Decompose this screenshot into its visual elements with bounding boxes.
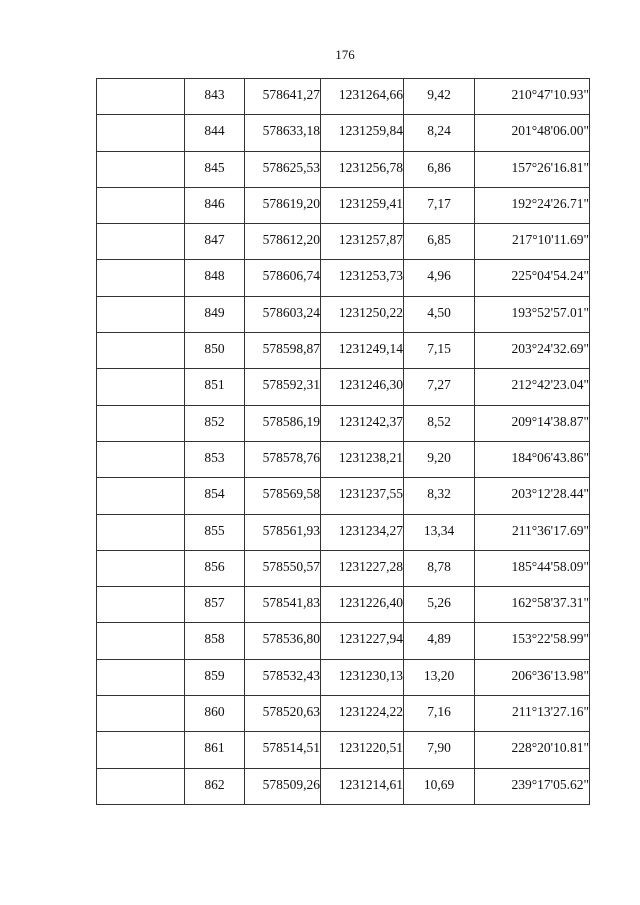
- x-coordinate-cell: 578532,43: [245, 659, 321, 695]
- blank-cell: [97, 369, 185, 405]
- y-coordinate-cell: 1231220,51: [321, 732, 404, 768]
- point-number-cell: 843: [185, 79, 245, 115]
- table-row: [97, 296, 590, 332]
- coordinates-table-body: [97, 79, 590, 805]
- direction-angle-cell: 206°36'13.98": [475, 659, 590, 695]
- y-coordinate-cell: 1231257,87: [321, 224, 404, 260]
- direction-angle-cell: 162°58'37.31": [475, 587, 590, 623]
- distance-cell: 8,52: [404, 405, 475, 441]
- x-coordinate-cell: 578569,58: [245, 478, 321, 514]
- y-coordinate-cell: 1231214,61: [321, 768, 404, 804]
- point-number-cell: 856: [185, 550, 245, 586]
- y-coordinate-cell: 1231230,13: [321, 659, 404, 695]
- blank-cell: [97, 659, 185, 695]
- x-coordinate-cell: 578612,20: [245, 224, 321, 260]
- distance-cell: 4,50: [404, 296, 475, 332]
- x-coordinate-cell: 578641,27: [245, 79, 321, 115]
- blank-cell: [97, 79, 185, 115]
- x-coordinate-cell: 578561,93: [245, 514, 321, 550]
- x-coordinate-cell: 578606,74: [245, 260, 321, 296]
- distance-cell: 5,26: [404, 587, 475, 623]
- x-coordinate-cell: 578509,26: [245, 768, 321, 804]
- distance-cell: 7,17: [404, 187, 475, 223]
- table-row: [97, 732, 590, 768]
- table-row: [97, 333, 590, 369]
- blank-cell: [97, 478, 185, 514]
- table-row: [97, 405, 590, 441]
- point-number-cell: 851: [185, 369, 245, 405]
- point-number-cell: 853: [185, 441, 245, 477]
- x-coordinate-cell: 578586,19: [245, 405, 321, 441]
- blank-cell: [97, 514, 185, 550]
- distance-cell: 4,89: [404, 623, 475, 659]
- distance-cell: 13,34: [404, 514, 475, 550]
- table-row: [97, 151, 590, 187]
- distance-cell: 13,20: [404, 659, 475, 695]
- x-coordinate-cell: 578625,53: [245, 151, 321, 187]
- x-coordinate-cell: 578550,57: [245, 550, 321, 586]
- direction-angle-cell: 203°24'32.69": [475, 333, 590, 369]
- table-row: [97, 587, 590, 623]
- blank-cell: [97, 260, 185, 296]
- y-coordinate-cell: 1231256,78: [321, 151, 404, 187]
- blank-cell: [97, 333, 185, 369]
- direction-angle-cell: 211°13'27.16": [475, 696, 590, 732]
- direction-angle-cell: 157°26'16.81": [475, 151, 590, 187]
- distance-cell: 8,24: [404, 115, 475, 151]
- table-row: [97, 696, 590, 732]
- blank-cell: [97, 405, 185, 441]
- y-coordinate-cell: 1231224,22: [321, 696, 404, 732]
- y-coordinate-cell: 1231227,94: [321, 623, 404, 659]
- blank-cell: [97, 296, 185, 332]
- x-coordinate-cell: 578578,76: [245, 441, 321, 477]
- point-number-cell: 861: [185, 732, 245, 768]
- table-row: [97, 79, 590, 115]
- y-coordinate-cell: 1231227,28: [321, 550, 404, 586]
- direction-angle-cell: 228°20'10.81": [475, 732, 590, 768]
- point-number-cell: 852: [185, 405, 245, 441]
- blank-cell: [97, 623, 185, 659]
- direction-angle-cell: 211°36'17.69": [475, 514, 590, 550]
- direction-angle-cell: 185°44'58.09": [475, 550, 590, 586]
- y-coordinate-cell: 1231264,66: [321, 79, 404, 115]
- blank-cell: [97, 187, 185, 223]
- y-coordinate-cell: 1231237,55: [321, 478, 404, 514]
- table-row: [97, 115, 590, 151]
- y-coordinate-cell: 1231226,40: [321, 587, 404, 623]
- blank-cell: [97, 768, 185, 804]
- table-row: [97, 768, 590, 804]
- point-number-cell: 846: [185, 187, 245, 223]
- point-number-cell: 859: [185, 659, 245, 695]
- x-coordinate-cell: 578598,87: [245, 333, 321, 369]
- direction-angle-cell: 184°06'43.86": [475, 441, 590, 477]
- x-coordinate-cell: 578633,18: [245, 115, 321, 151]
- y-coordinate-cell: 1231234,27: [321, 514, 404, 550]
- direction-angle-cell: 209°14'38.87": [475, 405, 590, 441]
- y-coordinate-cell: 1231253,73: [321, 260, 404, 296]
- point-number-cell: 844: [185, 115, 245, 151]
- distance-cell: 4,96: [404, 260, 475, 296]
- direction-angle-cell: 193°52'57.01": [475, 296, 590, 332]
- table-row: [97, 224, 590, 260]
- y-coordinate-cell: 1231249,14: [321, 333, 404, 369]
- y-coordinate-cell: 1231259,84: [321, 115, 404, 151]
- table-row: [97, 441, 590, 477]
- direction-angle-cell: 203°12'28.44": [475, 478, 590, 514]
- blank-cell: [97, 115, 185, 151]
- y-coordinate-cell: 1231242,37: [321, 405, 404, 441]
- blank-cell: [97, 696, 185, 732]
- distance-cell: 10,69: [404, 768, 475, 804]
- coordinates-table: [96, 78, 590, 805]
- point-number-cell: 858: [185, 623, 245, 659]
- distance-cell: 8,78: [404, 550, 475, 586]
- direction-angle-cell: 153°22'58.99": [475, 623, 590, 659]
- direction-angle-cell: 192°24'26.71": [475, 187, 590, 223]
- blank-cell: [97, 550, 185, 586]
- y-coordinate-cell: 1231246,30: [321, 369, 404, 405]
- blank-cell: [97, 151, 185, 187]
- x-coordinate-cell: 578541,83: [245, 587, 321, 623]
- y-coordinate-cell: 1231250,22: [321, 296, 404, 332]
- point-number-cell: 845: [185, 151, 245, 187]
- table-row: [97, 550, 590, 586]
- direction-angle-cell: 225°04'54.24": [475, 260, 590, 296]
- point-number-cell: 847: [185, 224, 245, 260]
- point-number-cell: 849: [185, 296, 245, 332]
- point-number-cell: 860: [185, 696, 245, 732]
- blank-cell: [97, 732, 185, 768]
- x-coordinate-cell: 578603,24: [245, 296, 321, 332]
- x-coordinate-cell: 578536,80: [245, 623, 321, 659]
- table-row: [97, 659, 590, 695]
- direction-angle-cell: 239°17'05.62": [475, 768, 590, 804]
- table-row: [97, 260, 590, 296]
- distance-cell: 9,42: [404, 79, 475, 115]
- y-coordinate-cell: 1231259,41: [321, 187, 404, 223]
- distance-cell: 7,16: [404, 696, 475, 732]
- point-number-cell: 848: [185, 260, 245, 296]
- distance-cell: 6,86: [404, 151, 475, 187]
- x-coordinate-cell: 578619,20: [245, 187, 321, 223]
- direction-angle-cell: 212°42'23.04": [475, 369, 590, 405]
- point-number-cell: 855: [185, 514, 245, 550]
- x-coordinate-cell: 578514,51: [245, 732, 321, 768]
- table-row: [97, 187, 590, 223]
- point-number-cell: 857: [185, 587, 245, 623]
- blank-cell: [97, 224, 185, 260]
- distance-cell: 7,90: [404, 732, 475, 768]
- distance-cell: 7,15: [404, 333, 475, 369]
- point-number-cell: 850: [185, 333, 245, 369]
- distance-cell: 7,27: [404, 369, 475, 405]
- x-coordinate-cell: 578520,63: [245, 696, 321, 732]
- blank-cell: [97, 441, 185, 477]
- direction-angle-cell: 210°47'10.93": [475, 79, 590, 115]
- distance-cell: 9,20: [404, 441, 475, 477]
- distance-cell: 6,85: [404, 224, 475, 260]
- table-row: [97, 623, 590, 659]
- table-row: [97, 369, 590, 405]
- page-number: 176: [335, 47, 355, 62]
- direction-angle-cell: 217°10'11.69": [475, 224, 590, 260]
- x-coordinate-cell: 578592,31: [245, 369, 321, 405]
- distance-cell: 8,32: [404, 478, 475, 514]
- y-coordinate-cell: 1231238,21: [321, 441, 404, 477]
- table-row: [97, 478, 590, 514]
- direction-angle-cell: 201°48'06.00": [475, 115, 590, 151]
- blank-cell: [97, 587, 185, 623]
- point-number-cell: 854: [185, 478, 245, 514]
- table-row: [97, 514, 590, 550]
- point-number-cell: 862: [185, 768, 245, 804]
